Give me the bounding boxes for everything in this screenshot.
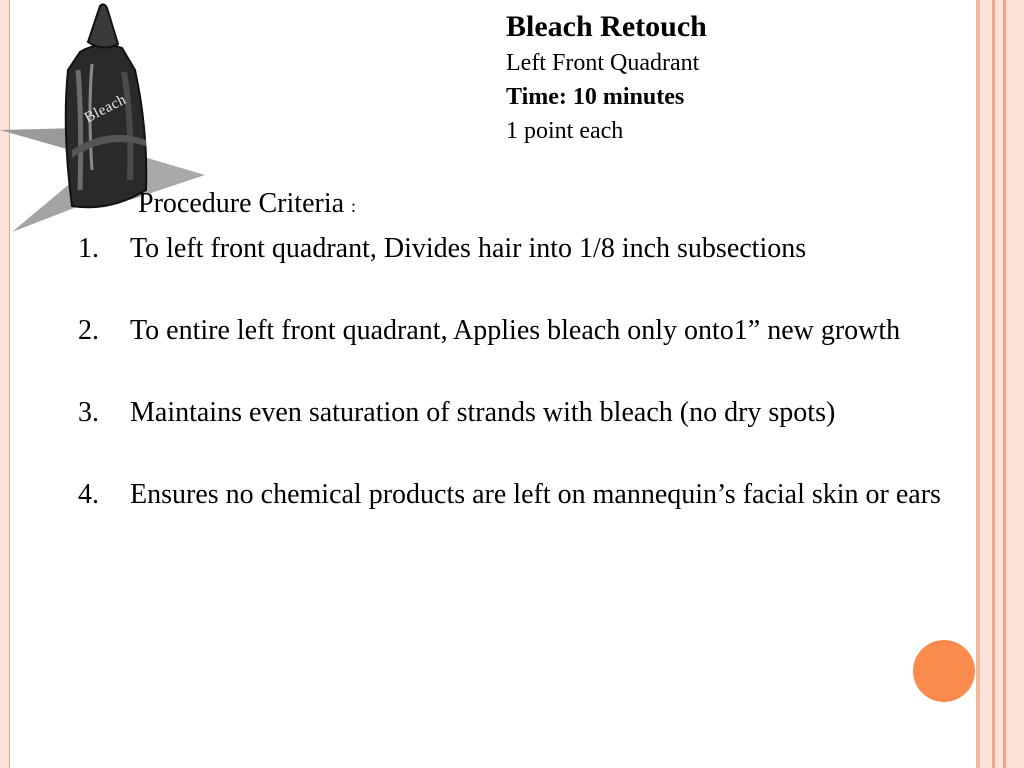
list-item-number: 1.: [78, 233, 99, 264]
right-decorative-stripes: [976, 0, 1024, 768]
list-item: [78, 310, 948, 351]
list-item-text: To entire left front quadrant, Applies bleach only onto1” new growth: [130, 315, 901, 346]
orange-circle-decoration: [913, 640, 975, 702]
time-limit: Time: 10 minutes: [506, 84, 685, 110]
list-item-text: Maintains even saturation of strands with bleach (no dry spots): [130, 397, 836, 428]
list-item-text: To left front quadrant, Divides hair into 1/8 inch subsections: [130, 233, 807, 264]
list-item-number: 2.: [78, 315, 99, 346]
slide-title: Bleach Retouch: [506, 10, 707, 43]
criteria-heading-colon: :: [351, 196, 357, 216]
list-item: [78, 392, 948, 433]
criteria-heading-text: Procedure Criteria: [138, 188, 345, 219]
list-item-number: 3.: [78, 397, 99, 428]
criteria-list: [78, 228, 948, 556]
list-item-number: 4.: [78, 479, 99, 510]
bottle-label: Bleach: [82, 91, 130, 127]
points-note: 1 point each: [506, 118, 624, 144]
list-item: [78, 228, 948, 269]
header-block: [506, 8, 707, 148]
criteria-heading: [138, 188, 356, 220]
slide-subtitle: Left Front Quadrant: [506, 50, 700, 76]
list-item-text: Ensures no chemical products are left on mannequin’s facial skin or ears: [130, 479, 941, 510]
list-item: [78, 474, 948, 515]
